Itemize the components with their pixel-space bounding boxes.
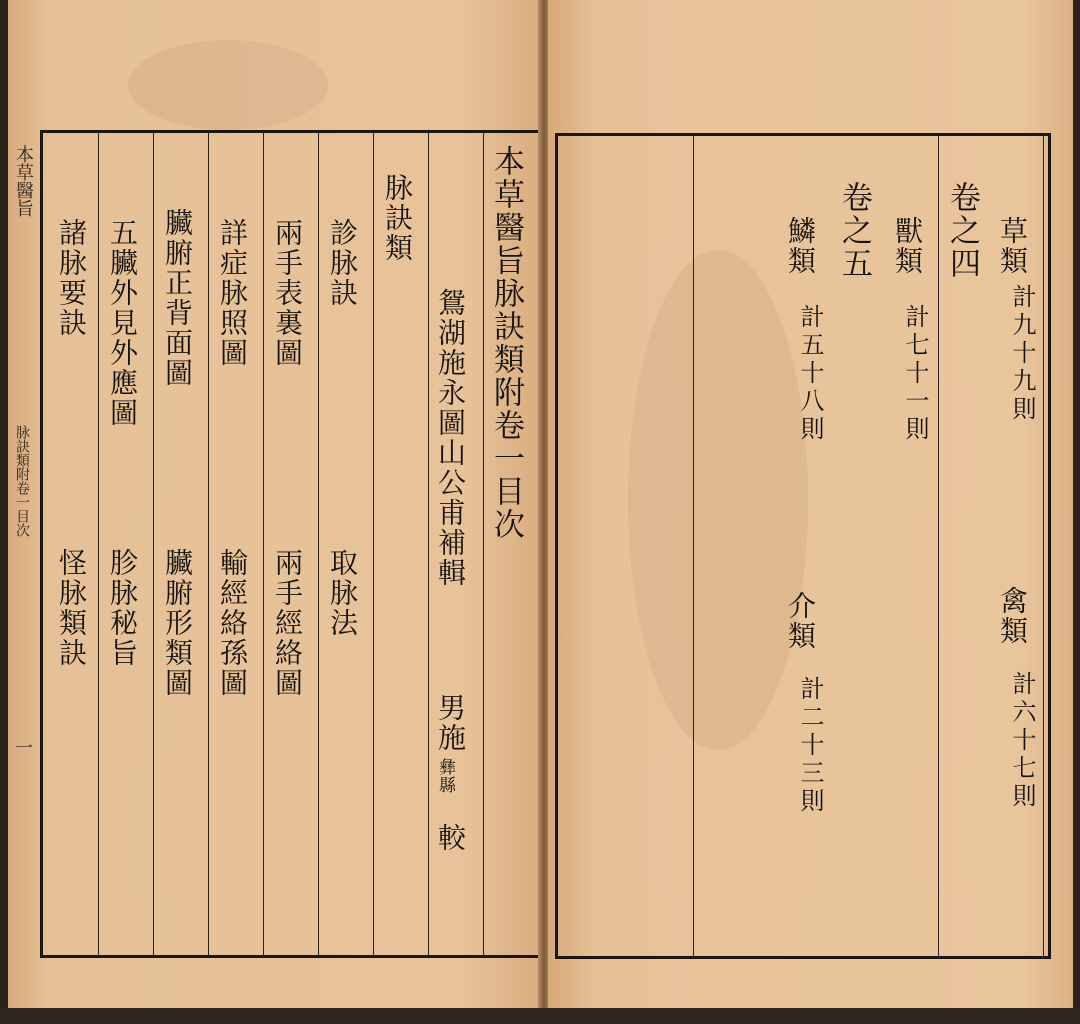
volume-heading: 卷之四 — [944, 181, 980, 280]
column-rule — [318, 133, 319, 955]
toc-entry: 臟腑形類圖 — [161, 548, 194, 698]
category-name: 獸類 — [891, 216, 924, 276]
right-page-frame — [555, 133, 1051, 959]
toc-entry: 兩手經絡圖 — [271, 548, 304, 698]
column-rule — [938, 136, 939, 956]
category-name: 禽類 — [996, 586, 1029, 646]
column-rule — [483, 133, 484, 955]
toc-entry: 輸經絡孫圖 — [216, 548, 249, 698]
column-rule — [693, 136, 694, 956]
margin-page-number: 一 — [12, 738, 33, 756]
category-count: 計七十一則 — [901, 304, 929, 444]
left-page — [8, 0, 540, 1010]
toc-entry: 詳症脉照圖 — [216, 218, 249, 368]
category-name: 鱗類 — [784, 216, 817, 276]
category-count: 計九十九則 — [1008, 284, 1036, 424]
collator-verb: 較 — [434, 823, 467, 853]
margin-subtitle: 脉訣類附卷一目次 — [14, 425, 30, 537]
column-rule — [153, 133, 154, 955]
toc-entry: 胗脉秘旨 — [106, 548, 139, 668]
toc-entry: 怪脉類訣 — [55, 548, 88, 668]
column-rule — [428, 133, 429, 955]
collator-name: 男施 — [434, 693, 467, 753]
section-heading: 脉訣類 — [381, 173, 414, 263]
toc-entry: 取脉法 — [326, 548, 359, 638]
toc-entry: 臟腑正背面圖 — [161, 208, 194, 388]
column-rule — [98, 133, 99, 955]
volume-heading: 卷之五 — [836, 181, 872, 280]
category-name: 介類 — [784, 591, 817, 651]
column-rule — [1043, 136, 1044, 956]
toc-entry: 諸脉要訣 — [55, 218, 88, 338]
category-count: 計五十八則 — [796, 304, 824, 444]
column-rule — [263, 133, 264, 955]
toc-heading: 本草醫旨脉訣類附卷一目次 — [488, 145, 524, 541]
paper-stain — [128, 40, 328, 130]
toc-entry: 五臟外見外應圖 — [106, 218, 139, 428]
toc-entry: 診脉訣 — [326, 218, 359, 308]
book-bottom-edge — [0, 1008, 1080, 1024]
category-count: 計六十七則 — [1008, 671, 1036, 811]
collator-small-chars: 彝縣 — [435, 758, 455, 794]
author-line: 鴛湖施永圖山公甫補輯 — [434, 288, 467, 588]
right-page — [548, 0, 1073, 1010]
column-rule — [373, 133, 374, 955]
category-count: 計二十三則 — [796, 676, 824, 816]
left-page-frame — [40, 130, 540, 958]
toc-entry: 兩手表裏圖 — [271, 218, 304, 368]
column-rule — [208, 133, 209, 955]
category-name: 草類 — [996, 216, 1029, 276]
margin-title: 本草醫旨 — [13, 145, 34, 217]
